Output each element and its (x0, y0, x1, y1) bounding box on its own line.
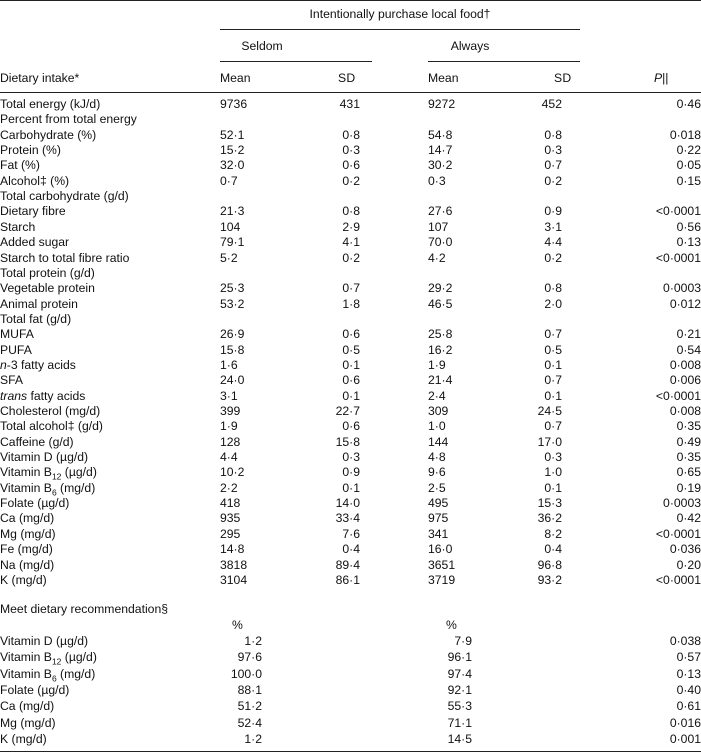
rec-p-value: 0·001 (669, 731, 701, 746)
seldom-mean: 3104 (220, 572, 248, 587)
seldom-mean: 53·2 (220, 296, 245, 311)
p-value-header (654, 71, 668, 86)
label-subscript: 6 (51, 487, 57, 498)
label-text: Folate (µg/d) (0, 682, 70, 697)
seldom-sd: 0·9 (342, 465, 360, 480)
always-mean: 2·4 (428, 388, 446, 403)
label-text: PUFA (0, 342, 32, 357)
always-percent: 92·1 (447, 682, 472, 697)
row-label (0, 419, 103, 434)
seldom-sd: 89·4 (335, 557, 360, 572)
seldom-sd: 431 (339, 97, 360, 111)
label-text: Total energy (kJ/d) (0, 97, 101, 111)
rec-p-value: 0·038 (669, 634, 701, 648)
always-percent: 97·4 (447, 666, 472, 681)
seldom-sd: 0·6 (342, 327, 360, 342)
seldom-sd: 15·8 (335, 434, 360, 449)
always-sd: 0·1 (544, 480, 562, 495)
seldom-mean: 2·2 (220, 480, 238, 495)
always-mean: 3651 (428, 557, 456, 572)
label-text: Mg (mg/d) (0, 715, 56, 730)
rec-row-label (0, 667, 95, 682)
row-label (0, 143, 61, 158)
always-mean: 9·6 (428, 465, 446, 480)
row-label (0, 343, 32, 358)
label-text: Total fat (g/d) (0, 311, 72, 326)
always-sd: 0·9 (544, 204, 562, 219)
always-sd: 15·3 (537, 496, 562, 511)
seldom-mean: 15·8 (220, 342, 245, 357)
header-bottom-rule (0, 92, 701, 93)
always-mean: 0·3 (428, 173, 446, 188)
seldom-mean: 25·3 (220, 281, 245, 296)
always-sd: 36·2 (537, 511, 562, 526)
seldom-sd: 0·2 (342, 250, 360, 265)
always-sd: 0·3 (544, 143, 562, 158)
seldom-sd: 0·2 (342, 173, 360, 188)
seldom-mean: 79·1 (220, 235, 245, 250)
label-text: Carbohydrate (%) (0, 127, 97, 142)
seldom-mean: 128 (220, 434, 241, 449)
always-mean: 54·8 (428, 127, 453, 142)
rec-row-label (0, 634, 88, 649)
row-label (0, 327, 34, 342)
p-value: 0·35 (676, 450, 701, 465)
row-label (0, 373, 23, 388)
row-label (0, 404, 100, 419)
always-mean: 30·2 (428, 158, 453, 173)
seldom-mean: 104 (220, 219, 241, 234)
row-label (0, 189, 129, 204)
always-mean: 309 (428, 404, 449, 418)
label-text: Fat (%) (0, 158, 40, 173)
row-label (0, 511, 54, 526)
p-value: 0·54 (676, 342, 701, 357)
always-percent: 7·9 (454, 634, 472, 648)
row-label (0, 450, 88, 465)
always-mean: 16·2 (428, 342, 453, 357)
row-label (0, 573, 47, 588)
label-text: Animal protein (0, 296, 78, 311)
label-italic: trans (0, 388, 28, 403)
label-subscript: 12 (51, 656, 62, 667)
row-label (0, 220, 35, 235)
label-text: Total carbohydrate (g/d) (0, 189, 129, 204)
seldom-header: Seldom (241, 39, 283, 53)
p-value: 0·65 (676, 465, 701, 480)
seldom-sd: 0·1 (342, 388, 360, 403)
row-label (0, 158, 40, 173)
seldom-mean: 24·0 (220, 373, 245, 388)
row-label-header: Dietary intake* (0, 71, 80, 85)
always-sd: 0·1 (544, 357, 562, 372)
seldom-sd: 0·1 (342, 480, 360, 495)
p-value: 0·018 (669, 127, 701, 142)
seldom-percent: 52·4 (237, 715, 262, 730)
seldom-mean: 399 (220, 404, 241, 418)
rec-p-value: 0·016 (669, 715, 701, 730)
p-value: 0·0003 (663, 281, 701, 296)
label-text: Added sugar (0, 235, 70, 250)
label-tail: (µg/d) (61, 465, 97, 480)
p-value: <0·0001 (655, 250, 701, 265)
label-text: Caffeine (g/d) (0, 434, 74, 449)
always-header: Always (450, 39, 490, 53)
label-text: Vitamin B (0, 650, 52, 665)
label-text: Alcohol‡ (%) (0, 173, 70, 188)
always-sd: 0·5 (544, 342, 562, 357)
always-mean: 341 (428, 526, 449, 541)
always-mean: 16·0 (428, 542, 453, 557)
always-sd: 0·7 (544, 158, 562, 173)
label-text: Vitamin D (µg/d) (0, 634, 89, 648)
label-text: Vitamin B (0, 465, 52, 480)
always-sd: 0·1 (544, 388, 562, 403)
label-text: Total protein (g/d) (0, 265, 95, 280)
always-mean: 21·4 (428, 373, 453, 388)
seldom-mean: 26·9 (220, 327, 245, 342)
always-mean: 9272 (428, 97, 456, 111)
seldom-sd: 0·6 (342, 158, 360, 173)
rec-row-label (0, 650, 97, 665)
always-mean: 29·2 (428, 281, 453, 296)
always-sd: 24·5 (537, 404, 562, 418)
p-value: 0·13 (676, 235, 701, 250)
seldom-sd: 0·3 (342, 450, 360, 465)
always-mean: 975 (428, 511, 449, 526)
always-sd: 2·0 (544, 296, 562, 311)
row-label (0, 389, 85, 404)
always-percent: 96·1 (447, 650, 472, 665)
rec-p-value: 0·40 (676, 682, 701, 697)
seldom-percent: 97·6 (237, 650, 262, 665)
always-mean: 495 (428, 496, 449, 511)
group-rule (220, 29, 580, 30)
row-label (0, 297, 78, 312)
always-mean: 1·9 (428, 357, 446, 372)
p-value: 0·008 (669, 357, 701, 372)
p-value: 0·35 (676, 419, 701, 434)
section-title: Meet dietary recommendation§ (0, 602, 169, 616)
row-label (0, 435, 74, 450)
row-label (0, 204, 66, 219)
always-percent: 14·5 (447, 731, 472, 746)
always-mean: 70·0 (428, 235, 453, 250)
seldom-mean: 418 (220, 496, 241, 511)
label-text: fatty acids (27, 388, 86, 403)
row-label (0, 174, 69, 189)
label-text: Cholesterol (mg/d) (0, 404, 101, 418)
seldom-mean: 4·4 (220, 450, 238, 465)
seldom-sd: 33·4 (335, 511, 360, 526)
seldom-sd: 0·3 (342, 143, 360, 158)
group-header: Intentionally purchase local food† (309, 7, 491, 21)
seldom-mean: 21·3 (220, 204, 245, 219)
rec-row-label (0, 716, 56, 731)
always-sd: 0·7 (544, 419, 562, 434)
always-sd: 452 (541, 97, 562, 111)
seldom-mean: 3818 (220, 557, 248, 572)
seldom-mean: 1·9 (220, 419, 238, 434)
p-value: <0·0001 (655, 388, 701, 403)
rec-row-label (0, 732, 47, 747)
label-tail: (mg/d) (56, 666, 96, 681)
seldom-mean: 32·0 (220, 158, 245, 173)
p-value: 0·21 (676, 327, 701, 342)
label-text: Dietary fibre (0, 204, 66, 219)
p-value: 0·0003 (663, 496, 701, 511)
rec-p-value: 0·13 (676, 666, 701, 681)
seldom-sd-header: SD (338, 71, 356, 85)
label-text: K (mg/d) (0, 572, 47, 587)
seldom-mean: 10·2 (220, 465, 245, 480)
p-value: 0·56 (676, 219, 701, 234)
always-sd: 0·2 (544, 250, 562, 265)
always-mean: 1·0 (428, 419, 446, 434)
label-text: Total alcohol‡ (g/d) (0, 419, 103, 434)
row-label (0, 128, 96, 143)
always-sd: 96·8 (537, 557, 562, 572)
seldom-mean-header: Mean (220, 71, 251, 85)
always-sd: 3·1 (544, 219, 562, 234)
always-mean: 27·6 (428, 204, 453, 219)
always-percent: 71·1 (447, 715, 472, 730)
seldom-sd: 0·1 (342, 357, 360, 372)
seldom-mean: 3·1 (220, 388, 238, 403)
label-tail: (mg/d) (56, 480, 96, 495)
label-subscript: 6 (51, 673, 57, 684)
seldom-sd: 0·5 (342, 342, 360, 357)
bottom-rule (0, 751, 701, 752)
seldom-sd: 86·1 (335, 572, 360, 587)
seldom-percent: 1·2 (244, 634, 262, 648)
p-value: 0·036 (669, 542, 701, 557)
p-value: 0·05 (676, 158, 701, 173)
always-percent: 55·3 (447, 699, 472, 714)
always-mean: 25·8 (428, 327, 453, 342)
always-sd: 0·2 (544, 173, 562, 188)
label-text: Starch to total fibre ratio (0, 250, 130, 265)
always-sd: 1·0 (544, 465, 562, 480)
seldom-sd: 0·4 (342, 542, 360, 557)
always-sd: 0·7 (544, 373, 562, 388)
label-text: Vitamin D (µg/d) (0, 450, 89, 465)
always-sd: 0·4 (544, 542, 562, 557)
seldom-percent: 1·2 (244, 731, 262, 746)
always-mean: 46·5 (428, 296, 453, 311)
label-text: MUFA (0, 327, 34, 342)
seldom-mean: 52·1 (220, 127, 245, 142)
row-label (0, 281, 95, 296)
label-text: Mg (mg/d) (0, 526, 56, 541)
always-sd: 93·2 (537, 572, 562, 587)
seldom-sd: 22·7 (335, 404, 360, 418)
seldom-sd: 7·6 (342, 526, 360, 541)
always-sd: 0·7 (544, 327, 562, 342)
p-value: 0·008 (669, 404, 701, 418)
rec-p-value: 0·57 (676, 650, 701, 665)
label-text: Vitamin B (0, 480, 52, 495)
row-label (0, 527, 56, 542)
always-sd: 17·0 (537, 434, 562, 449)
always-mean-header: Mean (428, 71, 459, 85)
label-text: -3 fatty acids (6, 357, 76, 372)
seldom-sd: 4·1 (342, 235, 360, 250)
always-mean: 4·2 (428, 250, 446, 265)
seldom-mean: 935 (220, 511, 241, 526)
seldom-sd: 0·8 (342, 127, 360, 142)
seldom-percent: 100·0 (230, 666, 262, 681)
always-mean: 2·5 (428, 480, 446, 495)
label-text: SFA (0, 373, 24, 388)
row-label (0, 496, 69, 511)
label-text: Ca (mg/d) (0, 511, 55, 526)
seldom-sd: 0·6 (342, 419, 360, 434)
label-text: Na (mg/d) (0, 557, 55, 572)
label-text: Protein (%) (0, 143, 61, 158)
top-rule (0, 0, 701, 1)
p-value: 0·22 (676, 143, 701, 158)
always-mean: 144 (428, 434, 449, 449)
label-text: Vegetable protein (0, 281, 95, 296)
label-text: Vitamin B (0, 666, 52, 681)
seldom-percent: 88·1 (237, 682, 262, 697)
row-label (0, 112, 137, 127)
always-sd: 0·3 (544, 450, 562, 465)
seldom-sd: 0·7 (342, 281, 360, 296)
label-text: Ca (mg/d) (0, 699, 55, 714)
p-value: 0·006 (669, 373, 701, 388)
row-label (0, 558, 54, 573)
seldom-sd: 0·6 (342, 373, 360, 388)
row-label (0, 312, 71, 327)
always-mean: 107 (428, 219, 449, 234)
p-value: 0·15 (676, 173, 701, 188)
p-value: 0·42 (676, 511, 701, 526)
always-sd: 4·4 (544, 235, 562, 250)
p-suffix: || (662, 71, 669, 85)
row-label (0, 542, 53, 557)
label-text: Starch (0, 219, 36, 234)
label-text: Fe (mg/d) (0, 542, 53, 557)
always-mean: 4·8 (428, 450, 446, 465)
row-label (0, 266, 95, 281)
row-label (0, 97, 100, 112)
label-text: K (mg/d) (0, 731, 47, 746)
p-value: <0·0001 (655, 204, 701, 219)
always-sd-header: SD (554, 71, 572, 85)
always-sd: 0·8 (544, 127, 562, 142)
always-sd: 8·2 (544, 526, 562, 541)
row-label (0, 481, 95, 496)
rec-row-label (0, 699, 54, 714)
label-text: Percent from total energy (0, 112, 137, 127)
seldom-sd: 14·0 (335, 496, 360, 511)
seldom-mean: 9736 (220, 97, 248, 111)
label-italic: n (0, 357, 7, 372)
always-percent-header: % (446, 618, 457, 632)
always-mean: 14·7 (428, 143, 453, 158)
seldom-mean: 5·2 (220, 250, 238, 265)
always-rule (428, 61, 580, 62)
seldom-percent-header: % (232, 618, 243, 632)
row-label (0, 358, 76, 373)
p-value: 0·012 (669, 296, 701, 311)
label-subscript: 12 (51, 471, 62, 482)
p-letter: P (654, 71, 663, 85)
seldom-mean: 295 (220, 526, 241, 541)
row-label (0, 465, 97, 480)
seldom-percent: 51·2 (237, 699, 262, 714)
p-value: <0·0001 (655, 572, 701, 587)
always-mean: 3719 (428, 572, 456, 587)
p-value: 0·19 (676, 480, 701, 495)
seldom-mean: 0·7 (220, 173, 238, 188)
label-text: Folate (µg/d) (0, 496, 70, 511)
seldom-sd: 0·8 (342, 204, 360, 219)
rec-row-label (0, 683, 69, 698)
label-tail: (µg/d) (61, 650, 97, 665)
seldom-sd: 2·9 (342, 219, 360, 234)
row-label (0, 235, 69, 250)
p-value: 0·49 (676, 434, 701, 449)
p-value: 0·20 (676, 557, 701, 572)
seldom-mean: 15·2 (220, 143, 245, 158)
seldom-mean: 1·6 (220, 357, 238, 372)
seldom-rule (220, 61, 372, 62)
row-label (0, 251, 129, 266)
always-sd: 0·8 (544, 281, 562, 296)
seldom-mean: 14·8 (220, 542, 245, 557)
p-value: <0·0001 (655, 526, 701, 541)
rec-p-value: 0·61 (676, 699, 701, 714)
p-value: 0·46 (676, 97, 701, 111)
seldom-sd: 1·8 (342, 296, 360, 311)
